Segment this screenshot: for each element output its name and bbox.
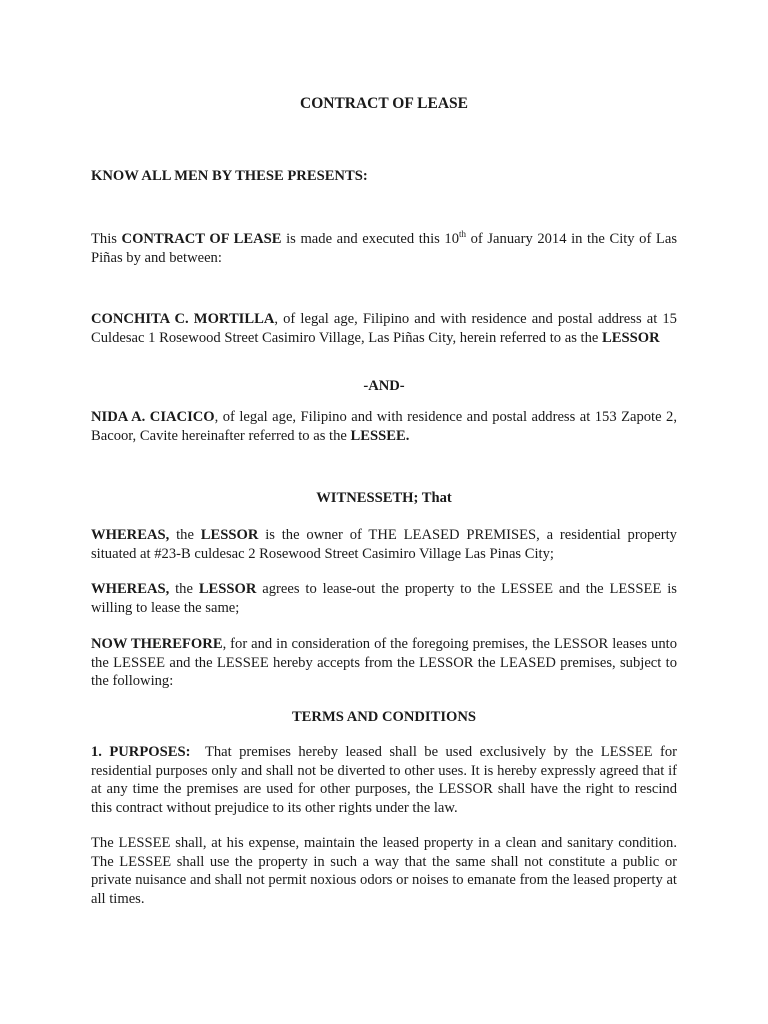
lessor-details: , of legal age, Filipino and with residence and postal address at 15 Culdesac 1 Rosewood Street Casimiro Village, Las Piñas City, herein referred to as the	[91, 311, 677, 346]
whereas-2-rest: agrees to lease-out the property to the LESSEE and the LESSEE is willing to lease the same;	[91, 581, 677, 616]
whereas-2-lessor: LESSOR	[198, 581, 257, 597]
now-therefore-lead: NOW THEREFORE	[91, 636, 223, 652]
document-title: CONTRACT OF LEASE	[300, 95, 468, 112]
intro-contract-title: CONTRACT OF LEASE	[121, 231, 282, 247]
purposes-rest: That premises hereby leased shall be used exclusively by the LESSEE for residential purposes only and shall not be diverted to other uses. It is hereby expressly agreed that if at any time the premises are used for other purposes, the LESSOR shall have the right to rescind this contract without prejudice to its other rights under the law.	[91, 744, 677, 816]
lessee-role: LESSEE.	[350, 427, 410, 444]
whereas-1-lead: WHEREAS,	[91, 527, 170, 543]
and-separator: -AND-	[363, 378, 405, 394]
opening-line: KNOW ALL MEN BY THESE PRESENTS:	[91, 168, 368, 184]
witnesseth-heading: WITNESSETH; That	[316, 490, 452, 506]
now-therefore-rest: , for and in consideration of the foregoing premises, the LESSOR leases unto the LESSEE and the LESSEE hereby accepts from the LESSOR the LEASED premises, subject to the following:	[91, 636, 677, 689]
lessor-name: CONCHITA C. MORTILLA	[91, 311, 275, 327]
lessor-role: LESSOR	[602, 329, 660, 346]
whereas-1-rest: is the owner of THE LEASED PREMISES, a residential property situated at #23-B culdesac 2 Rosewood Street Casimiro Village Las Pinas City;	[91, 527, 677, 562]
now-therefore-paragraph	[91, 635, 677, 691]
maintenance-paragraph: The LESSEE shall, at his expense, maintain the leased property in a clean and sanitary condition. The LESSEE shall use the property in such a way that the same shall not constitute a public or private nuisance and shall not permit noxious odors or noises to emanate from the leased property at all times.	[91, 835, 677, 907]
lessor-paragraph	[91, 310, 677, 347]
whereas-2-mid: the	[169, 581, 199, 597]
whereas-paragraph-2	[91, 580, 677, 617]
intro-rest: of January 2014 in the City of Las Piñas by and between:	[91, 231, 677, 266]
lessee-paragraph	[91, 408, 677, 445]
whereas-1-mid: the	[169, 527, 201, 543]
purposes-paragraph	[91, 743, 677, 817]
terms-heading: TERMS AND CONDITIONS	[291, 709, 477, 725]
intro-paragraph	[91, 230, 677, 267]
lessee-details: , of legal age, Filipino and with residence and postal address at 153 Zapote 2, Bacoor, Cavite hereinafter referred to as the	[91, 409, 677, 444]
intro-date-suffix: th	[459, 229, 467, 240]
whereas-1-lessor: LESSOR	[200, 527, 259, 543]
whereas-paragraph-1	[91, 526, 677, 563]
intro-lead: This	[91, 231, 122, 247]
lessee-name: NIDA A. CIACICO	[91, 409, 215, 425]
whereas-2-lead: WHEREAS,	[91, 581, 170, 597]
purposes-lead: 1. PURPOSES:	[91, 744, 191, 760]
intro-mid: is made and executed this 10	[281, 231, 460, 247]
